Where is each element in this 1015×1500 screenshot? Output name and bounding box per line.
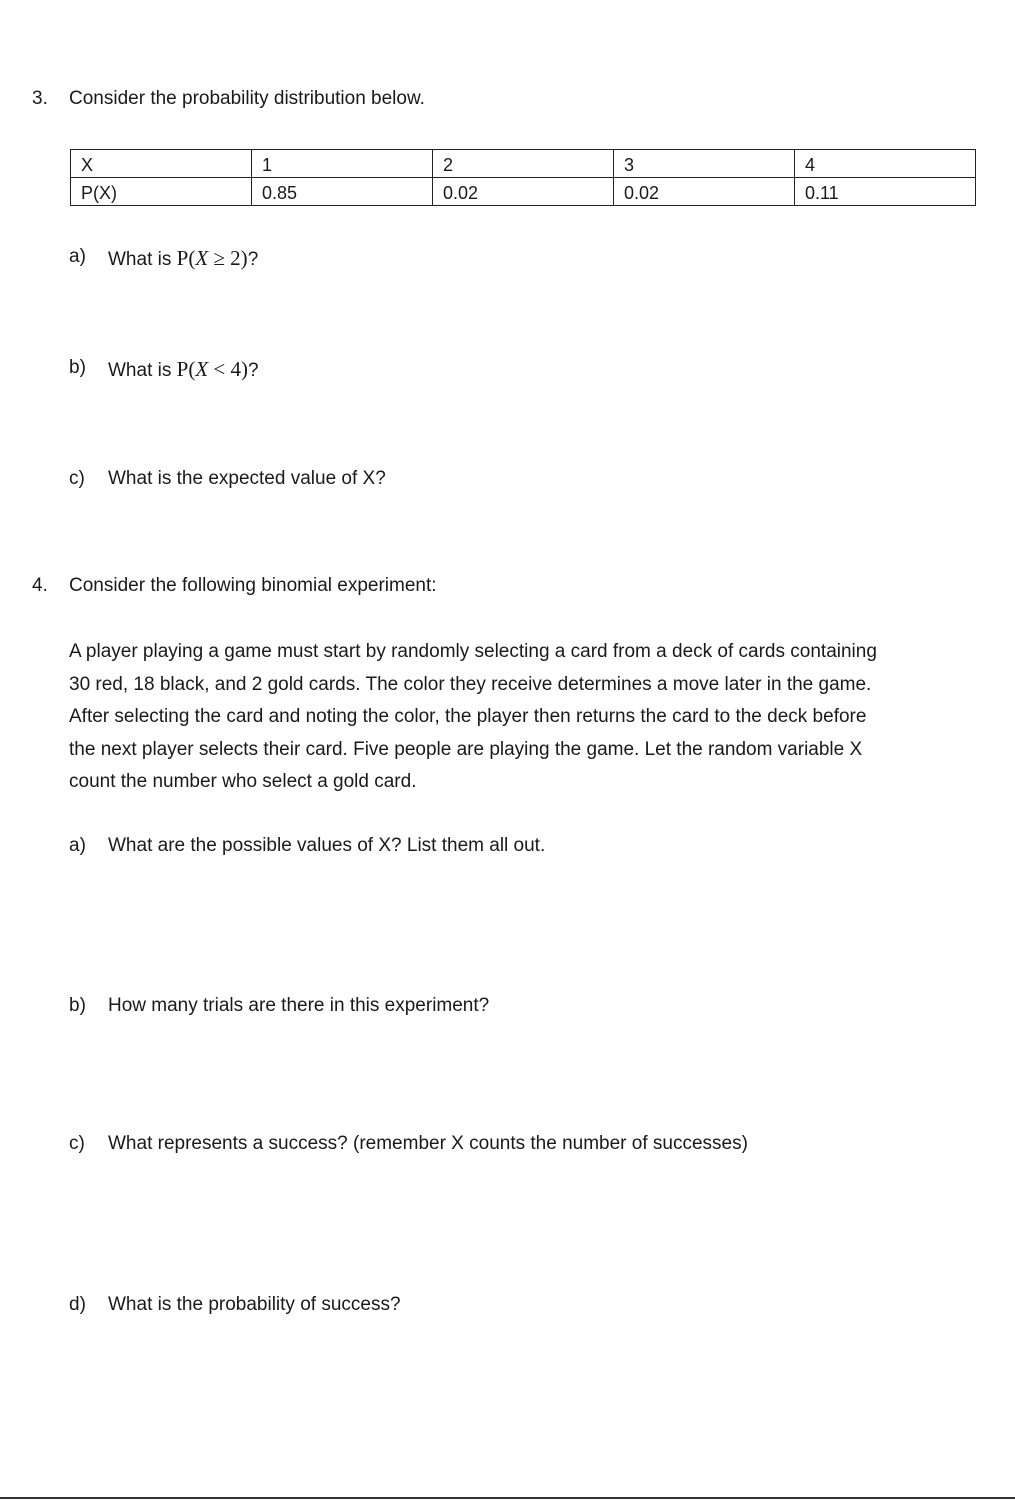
question-3-prompt: Consider the probability distribution below. xyxy=(69,88,425,109)
paragraph-line: After selecting the card and noting the color, the player then returns the card to the deck before xyxy=(69,706,867,727)
q3-a-prefix: What is xyxy=(108,249,172,270)
bottom-divider xyxy=(0,1497,1015,1499)
math-var: X xyxy=(195,246,209,270)
q3-b-math xyxy=(177,357,248,381)
q3-b-suffix: ? xyxy=(248,360,259,381)
table-row-px xyxy=(71,178,976,206)
table-cell: 0.85 xyxy=(252,178,433,206)
table-cell: P(X) xyxy=(71,178,252,206)
q3-c-question: What is the expected value of X? xyxy=(108,468,386,489)
probability-distribution-table xyxy=(70,149,976,206)
q4-b-question: How many trials are there in this experiment? xyxy=(108,995,490,1016)
q3-b-question xyxy=(108,357,259,382)
q4-c-question: What represents a success? (remember X counts the number of successes) xyxy=(108,1133,748,1154)
q3-b-letter: b) xyxy=(69,357,86,378)
question-4-number: 4. xyxy=(32,575,48,596)
q4-scenario-paragraph xyxy=(69,636,984,799)
math-part: < 4) xyxy=(208,357,248,381)
q3-b-prefix: What is xyxy=(108,360,172,381)
q3-c-letter: c) xyxy=(69,468,85,489)
q4-a-question: What are the possible values of X? List them all out. xyxy=(108,835,546,856)
paragraph-line: 30 red, 18 black, and 2 gold cards. The color they receive determines a move later in the game. xyxy=(69,673,872,695)
table-cell: 2 xyxy=(433,150,614,178)
question-4-prompt: Consider the following binomial experiment: xyxy=(69,575,437,596)
question-3-number: 3. xyxy=(32,88,48,109)
math-part: P( xyxy=(176,246,196,270)
table-cell: 1 xyxy=(252,150,433,178)
table-cell: 3 xyxy=(614,150,795,178)
table-row-x xyxy=(71,150,976,178)
table-cell: 0.02 xyxy=(433,178,614,206)
q4-c-letter: c) xyxy=(69,1133,85,1154)
q4-d-letter: d) xyxy=(69,1294,86,1315)
table-cell: X xyxy=(71,150,252,178)
table-cell: 0.02 xyxy=(614,178,795,206)
table-cell: 4 xyxy=(795,150,976,178)
q3-a-math xyxy=(177,246,248,270)
q4-b-letter: b) xyxy=(69,995,86,1016)
paragraph-line: A player playing a game must start by randomly selecting a card from a deck of cards containing xyxy=(69,641,877,662)
q3-a-suffix: ? xyxy=(247,249,259,270)
table-cell: 0.11 xyxy=(795,178,976,206)
q3-a-question xyxy=(108,246,258,271)
paragraph-line: the next player selects their card. Five people are playing the game. Let the random variable X xyxy=(69,738,863,760)
q3-a-letter: a) xyxy=(69,246,86,267)
math-part: ≥ 2) xyxy=(208,246,248,270)
paragraph-line: count the number who select a gold card. xyxy=(69,771,417,792)
q4-d-question: What is the probability of success? xyxy=(108,1294,401,1315)
math-var: X xyxy=(195,357,209,381)
q4-a-letter: a) xyxy=(69,835,86,856)
math-part: P( xyxy=(176,357,196,381)
